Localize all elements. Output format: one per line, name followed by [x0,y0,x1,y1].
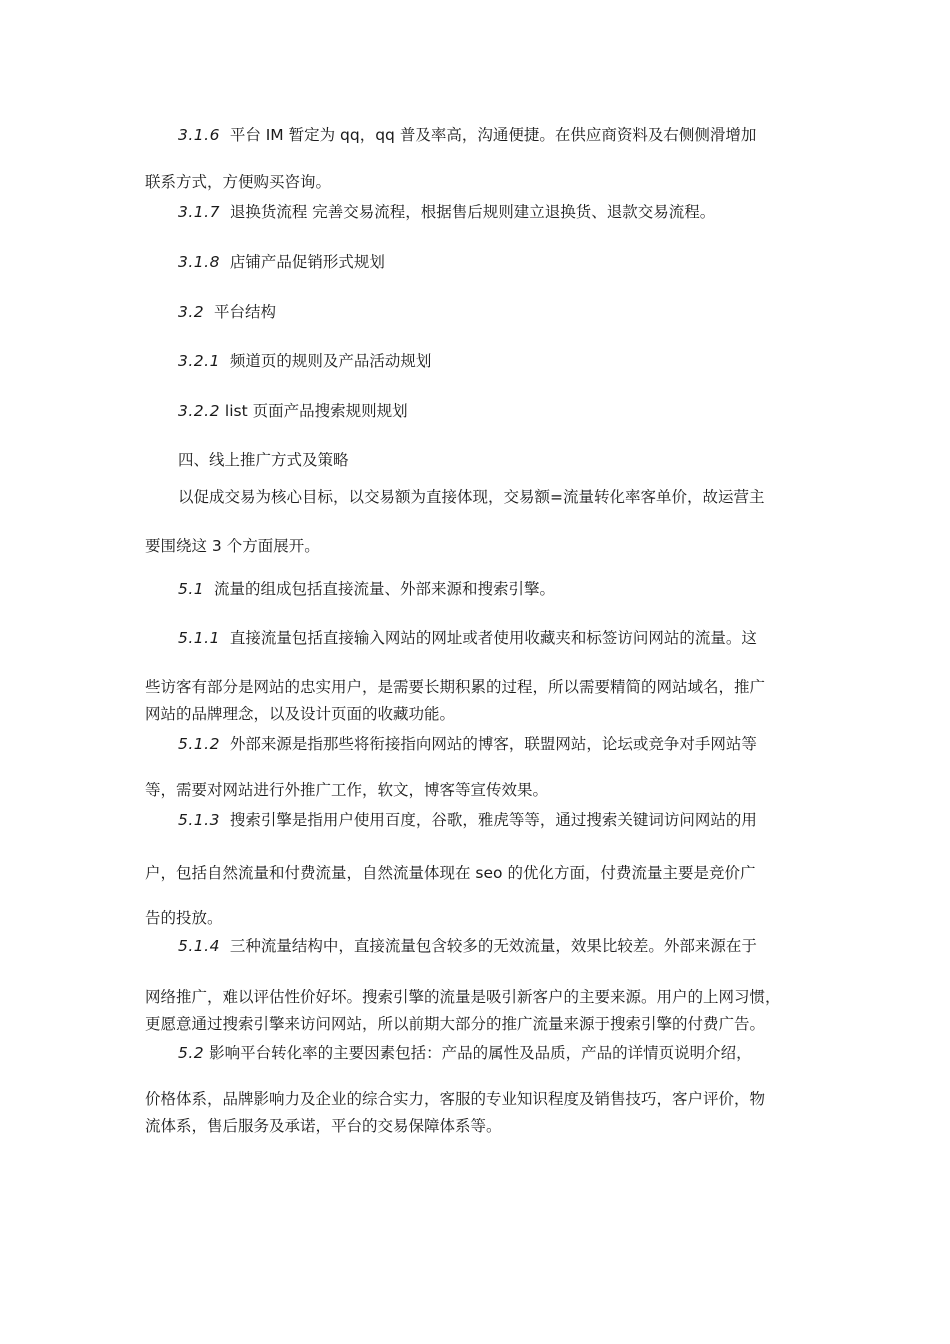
section-number: 3.2 [178,303,205,321]
heading-text: list 页面产品搜索规则规划 [224,402,408,420]
heading-3-2-1 [178,350,431,372]
heading-text: 店铺产品促销形式规划 [229,253,385,271]
paragraph-3-1-7 [178,201,715,223]
section-number: 5.1.1 [178,629,220,647]
paragraph-text: 以促成交易为核心目标，以交易额为直接体现，交易额=流量转化率客单价，故运营主 [178,488,765,506]
section-number: 5.1.2 [178,735,220,753]
paragraph-continuation [145,535,320,557]
paragraph-continuation [145,862,755,884]
section-number: 5.1.4 [178,937,220,955]
paragraph-continuation [145,1088,765,1110]
paragraph-text: 告的投放。 [145,909,223,927]
paragraph-text: 三种流量结构中，直接流量包含较多的无效流量，效果比较差。外部来源在于 [229,937,757,955]
paragraph-continuation [145,986,781,1008]
heading-3-2 [178,301,276,323]
section-number: 3.1.6 [178,126,220,144]
paragraph-intro [178,486,765,508]
paragraph-continuation [145,1115,502,1137]
paragraph-text: 等，需要对网站进行外推广工作，软文，博客等宣传效果。 [145,781,549,799]
heading-text: 频道页的规则及产品活动规划 [229,352,432,370]
paragraph-5-1-3 [178,809,757,831]
paragraph-text: 些访客有部分是网站的忠实用户，是需要长期积累的过程，所以需要精简的网站域名，推广 [145,678,766,696]
paragraph-text: 外部来源是指那些将衔接指向网站的博客，联盟网站，论坛或竞争对手网站等 [229,735,757,753]
paragraph-continuation [145,676,765,698]
paragraph-3-1-6 [178,124,756,146]
section-number: 3.1.7 [178,203,220,221]
paragraph-text: 影响平台转化率的主要因素包括：产品的属性及品质，产品的详情页说明介绍， [209,1044,752,1062]
paragraph-continuation [145,779,548,801]
heading-3-2-2 [178,400,408,422]
paragraph-text: 要围绕这 3 个方面展开。 [145,537,320,555]
paragraph-5-1-1 [178,627,757,649]
section-number: 3.1.8 [178,253,220,271]
paragraph-text: 更愿意通过搜索引擎来访问网站，所以前期大部分的推广流量来源于搜索引擎的付费广告。 [145,1015,766,1033]
heading-text: 平台结构 [214,303,277,321]
section-number: 5.1 [178,580,205,598]
paragraph-5-1-4 [178,935,757,957]
paragraph-continuation [145,171,331,193]
paragraph-text: 价格体系，品牌影响力及企业的综合实力，客服的专业知识程度及销售技巧，客户评价，物 [145,1090,766,1108]
section-number: 3.2.1 [178,352,220,370]
paragraph-text: 联系方式，方便购买咨询。 [145,173,332,191]
paragraph-5-2 [178,1042,752,1064]
paragraph-text: 流量的组成包括直接流量、外部来源和搜索引擎。 [214,580,556,598]
paragraph-continuation [145,703,455,725]
paragraph-text: 流体系，售后服务及承诺，平台的交易保障体系等。 [145,1117,502,1135]
paragraph-text: 网站的品牌理念，以及设计页面的收藏功能。 [145,705,456,723]
section-number: 5.2 [178,1044,205,1062]
paragraph-continuation [145,1013,765,1035]
paragraph-text: 平台 IM 暂定为 qq，qq 普及率高，沟通便捷。在供应商资料及右侧侧滑增加 [229,126,757,144]
paragraph-text: 退换货流程 完善交易流程，根据售后规则建立退换货、退款交易流程。 [229,203,716,221]
paragraph-text: 直接流量包括直接输入网站的网址或者使用收藏夹和标签访问网站的流量。这 [229,629,757,647]
paragraph-text: 搜索引擎是指用户使用百度，谷歌，雅虎等等，通过搜索关键词访问网站的用 [229,811,757,829]
paragraph-continuation [145,907,223,929]
paragraph-5-1 [178,578,555,600]
section-number: 5.1.3 [178,811,220,829]
paragraph-text: 户，包括自然流量和付费流量，自然流量体现在 seo 的优化方面，付费流量主要是竞价广 [145,864,756,882]
heading-3-1-8 [178,251,385,273]
paragraph-5-1-2 [178,733,757,755]
section-number: 3.2.2 [178,402,220,420]
heading-text: 四、线上推广方式及策略 [178,451,349,469]
paragraph-text: 网络推广，难以评估性价好坏。搜索引擎的流量是吸引新客户的主要来源。用户的上网习惯， [145,988,781,1006]
chapter-heading [178,449,349,471]
